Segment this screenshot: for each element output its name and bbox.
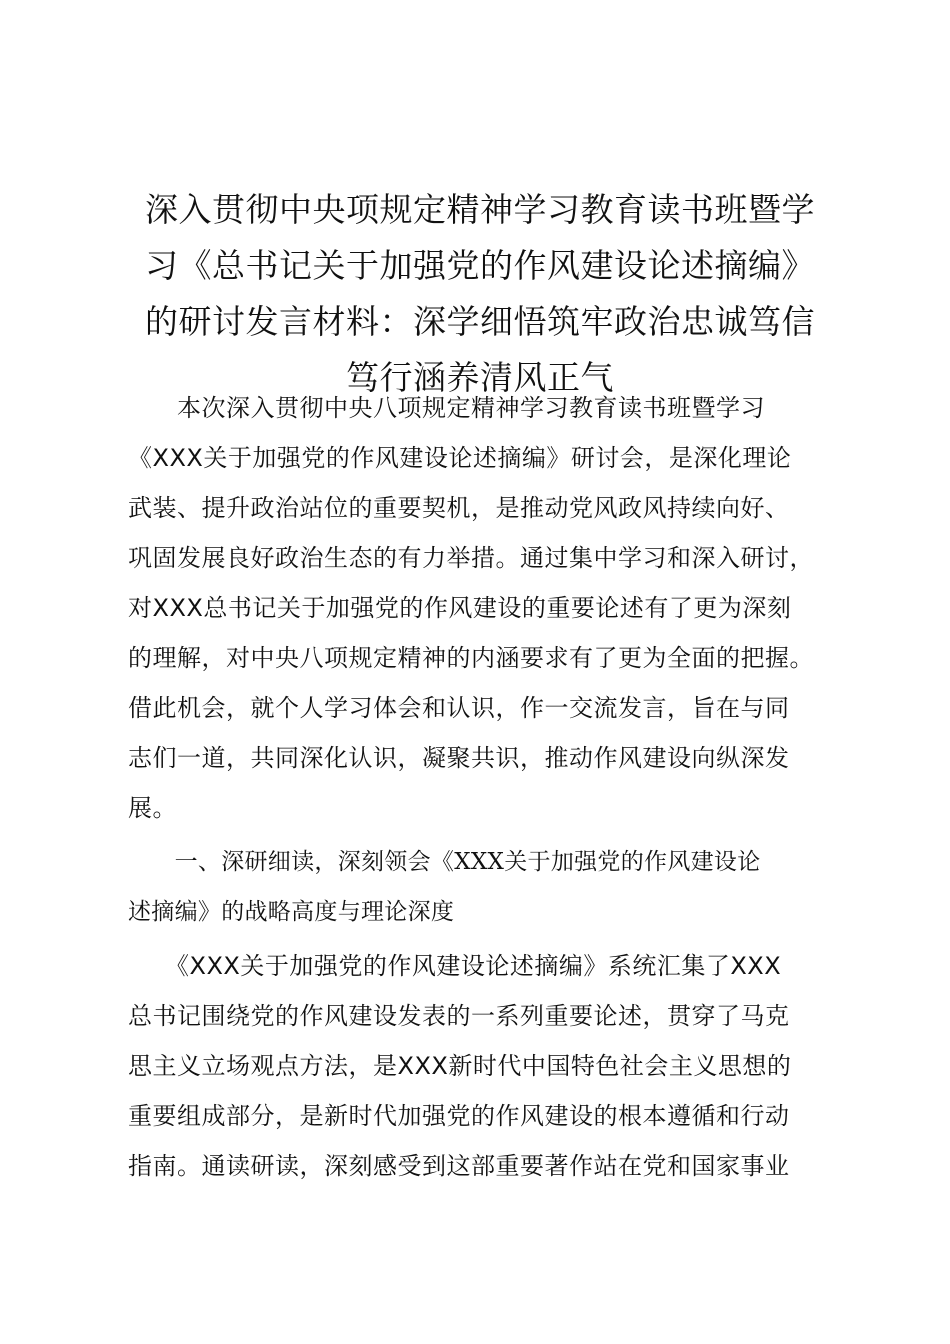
intro-paragraph: 本次深入贯彻中央八项规定精神学习教育读书班暨学习 《XXX关于加强党的作风建设论述摘编》研讨会，是深化理论 武装、提升政治站位的重要契机，是推动党风政风持续向好、 巩固发展良好政治生态的有力举措。通过集中学习和深入研讨， 对XXX总书记关于加强党的作风建设的重要论述有了更为深刻 的理解，对中央八项规定精神的内涵要求有了更为全面的把握。 借此机会，就个人学习体会和认识，作一交流发言，旨在与同 志们一道，共同深化认识，凝聚共识，推动作风建设向纵深发 展。: [128, 394, 814, 822]
section-paragraph: 《XXX关于加强党的作风建设论述摘编》系统汇集了XXX 总书记围绕党的作风建设发表的一系列重要论述，贯穿了马克 思主义立场观点方法，是XXX新时代中国特色社会主义思想的 重要组成部分，是新时代加强党的作风建设的根本遵循和行动 指南。通读研读，深刻感受到这部重要著作站在党和国家事业: [128, 952, 792, 1180]
title-line: 的研讨发言材料：深学细悟筑牢政治忠诚笃信: [145, 302, 815, 341]
title-line: 笃行涵养清风正气: [346, 358, 614, 397]
title-line: 习《总书记关于加强党的作风建设论述摘编》: [145, 246, 815, 285]
title-line: 深入贯彻中央项规定精神学习教育读书班暨学: [145, 190, 815, 229]
document-body: [128, 383, 840, 1191]
document-title: [125, 182, 835, 406]
section-heading: 一、深研细读，深刻领会《XXX关于加强党的作风建设论 述摘编》的战略高度与理论深度: [128, 849, 761, 925]
